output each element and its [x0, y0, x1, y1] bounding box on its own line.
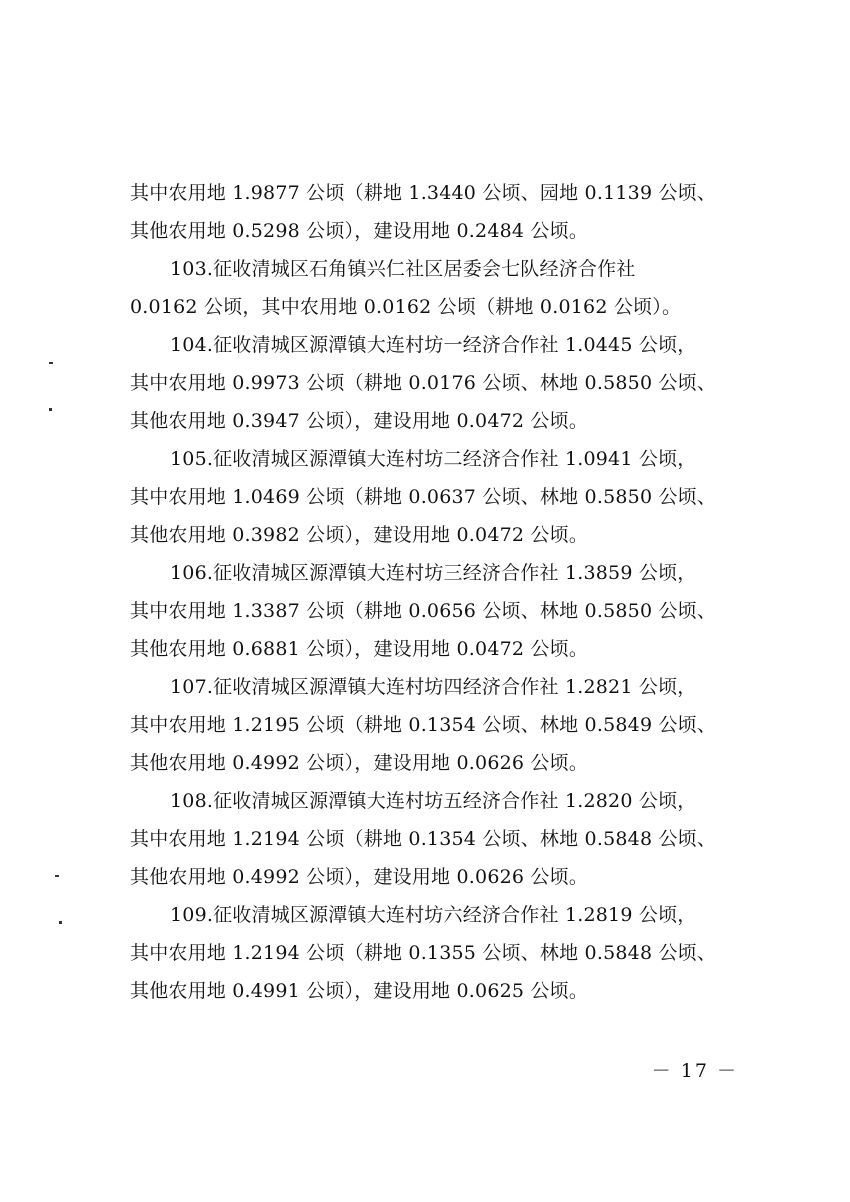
- text-line: 其中农用地 1.2194 公顷（耕地 0.1355 公顷、林地 0.5848 公顷、: [130, 942, 717, 964]
- text-line: 其中农用地 0.9973 公顷（耕地 0.0176 公顷、林地 0.5850 公顷、: [130, 372, 717, 394]
- paragraph-104: [130, 326, 727, 440]
- scan-mark: [59, 921, 62, 924]
- text-line: 其他农用地 0.3982 公顷），建设用地 0.0472 公顷。: [130, 524, 589, 546]
- text-line: 109.征收清城区源潭镇大连村坊六经济合作社 1.2819 公顷，: [170, 904, 697, 926]
- text-line: 108.征收清城区源潭镇大连村坊五经济合作社 1.2820 公顷，: [170, 790, 697, 812]
- text-line: 103.征收清城区石角镇兴仁社区居委会七队经济合作社: [170, 258, 636, 280]
- document-body: [130, 174, 727, 1010]
- paragraph-106: [130, 554, 727, 668]
- paragraph-103: [130, 250, 727, 326]
- text-line: 其中农用地 1.2195 公顷（耕地 0.1354 公顷、林地 0.5849 公顷、: [130, 714, 717, 736]
- text-line: 其他农用地 0.4992 公顷），建设用地 0.0626 公顷。: [130, 866, 589, 888]
- text-line: 其中农用地 1.0469 公顷（耕地 0.0637 公顷、林地 0.5850 公顷、: [130, 486, 717, 508]
- scan-mark: [55, 875, 59, 877]
- paragraph-109: [130, 896, 727, 1010]
- scan-mark: [49, 408, 52, 411]
- text-line: 其中农用地 1.3387 公顷（耕地 0.0656 公顷、林地 0.5850 公顷、: [130, 600, 717, 622]
- paragraph-108: [130, 782, 727, 896]
- text-line: 其他农用地 0.4992 公顷），建设用地 0.0626 公顷。: [130, 752, 589, 774]
- text-line: 其他农用地 0.6881 公顷），建设用地 0.0472 公顷。: [130, 638, 589, 660]
- paragraph-105: [130, 440, 727, 554]
- text-line: 其中农用地 1.9877 公顷（耕地 1.3440 公顷、园地 0.1139 公顷、: [130, 182, 717, 204]
- text-line: 其他农用地 0.5298 公顷），建设用地 0.2484 公顷。: [130, 220, 589, 242]
- text-line: 107.征收清城区源潭镇大连村坊四经济合作社 1.2821 公顷，: [170, 676, 697, 698]
- text-line: 其中农用地 1.2194 公顷（耕地 0.1354 公顷、林地 0.5848 公顷、: [130, 828, 717, 850]
- text-line: 其他农用地 0.4991 公顷），建设用地 0.0625 公顷。: [130, 980, 589, 1002]
- text-line: 106.征收清城区源潭镇大连村坊三经济合作社 1.3859 公顷，: [170, 562, 697, 584]
- text-line: 104.征收清城区源潭镇大连村坊一经济合作社 1.0445 公顷，: [170, 334, 697, 356]
- paragraph-102-continuation: [130, 174, 727, 250]
- text-line: 其他农用地 0.3947 公顷），建设用地 0.0472 公顷。: [130, 410, 589, 432]
- text-line: 0.0162 公顷，其中农用地 0.0162 公顷（耕地 0.0162 公顷）。: [130, 296, 682, 318]
- text-line: 105.征收清城区源潭镇大连村坊二经济合作社 1.0941 公顷，: [170, 448, 697, 470]
- paragraph-107: [130, 668, 727, 782]
- page-number: － 17 －: [651, 1060, 738, 1082]
- scan-mark: [49, 362, 53, 364]
